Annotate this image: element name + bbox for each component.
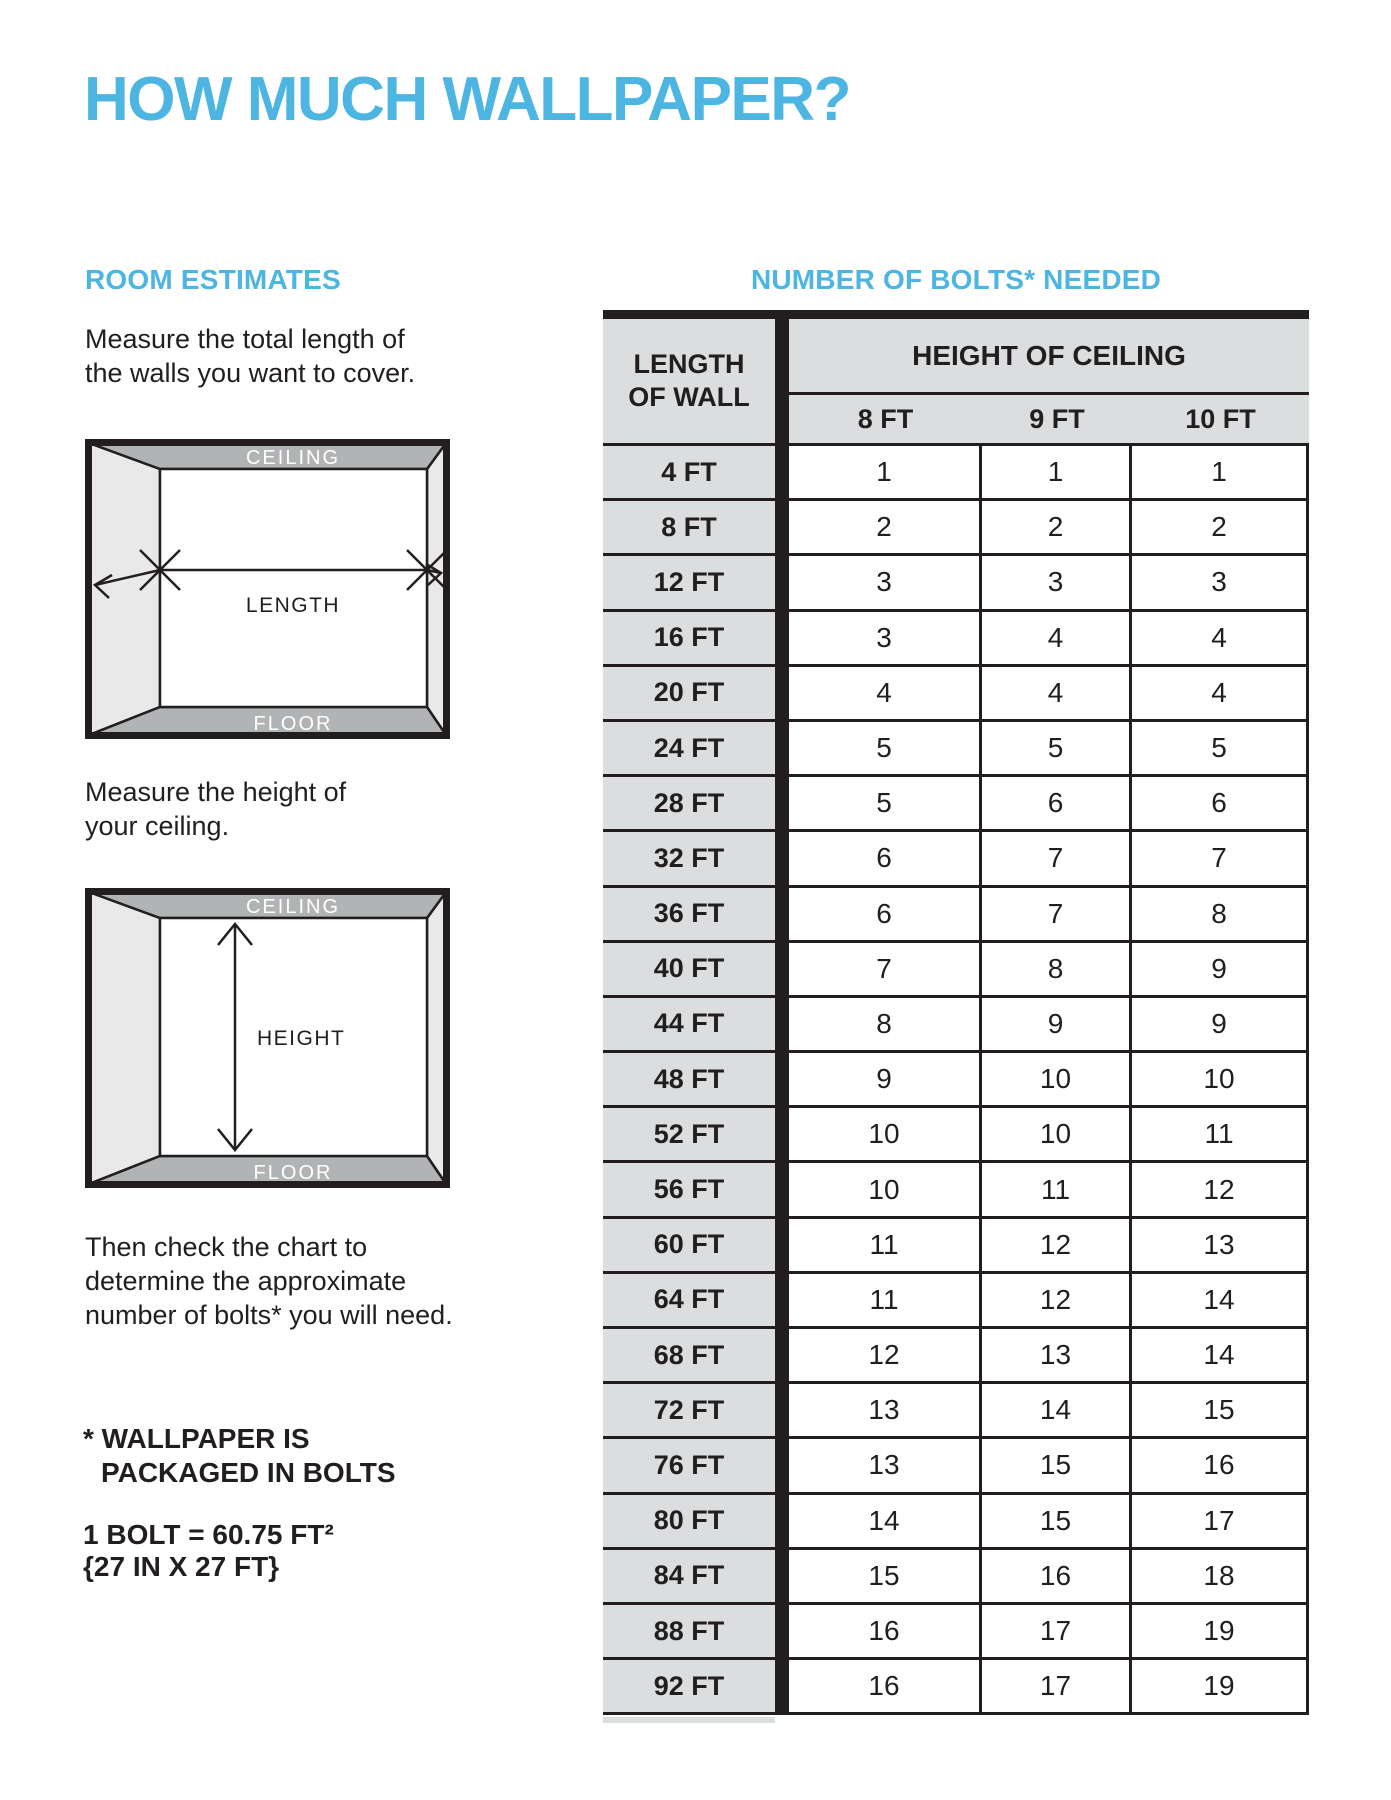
table-header [603,319,1309,446]
table-row [603,1329,1309,1384]
table-divider-bar [775,1108,789,1160]
footnote-line: * WALLPAPER IS [83,1423,310,1454]
row-label-cell: 76 FT [603,1439,775,1491]
left-wall [89,892,160,1184]
bolt-count-cell: 12 [789,1329,982,1381]
bolt-count-cell: 10 [1132,1053,1309,1105]
table-top-border [603,310,1309,319]
table-row [603,1439,1309,1494]
bolt-count-cell: 10 [982,1053,1132,1105]
instruction-line: determine the approximate [85,1266,407,1296]
table-divider-bar [775,832,789,884]
bolt-count-cell: 9 [1132,998,1309,1050]
table-row [603,1495,1309,1550]
bolt-size-spec [83,1519,334,1583]
table-row [603,1605,1309,1660]
bolt-count-cell: 4 [982,667,1132,719]
table-divider-bar [775,1384,789,1436]
row-label-cell: 40 FT [603,943,775,995]
table-divider-bar [775,501,789,553]
row-label-cell: 32 FT [603,832,775,884]
column-header-length-of-wall [603,319,775,443]
bolt-count-cell: 2 [789,501,982,553]
bolt-count-cell: 12 [982,1219,1132,1271]
column-header-10ft: 10 FT [1132,395,1309,443]
instruction-line: Measure the total length of [85,324,405,354]
table-row [603,1660,1309,1715]
table-row [603,832,1309,887]
table-row [603,667,1309,722]
bolt-count-cell: 6 [789,832,982,884]
row-label-cell: 80 FT [603,1495,775,1547]
column-header-8ft: 8 FT [789,395,982,443]
bolt-count-cell: 2 [1132,501,1309,553]
row-label-cell: 88 FT [603,1605,775,1657]
bolt-count-cell: 5 [789,777,982,829]
bolt-count-cell: 7 [982,888,1132,940]
instruction-line: number of bolts* you will need. [85,1300,453,1330]
table-divider-bar [775,612,789,664]
row-label-cell: 24 FT [603,722,775,774]
bolt-count-cell: 16 [982,1550,1132,1602]
table-divider-bar [775,1219,789,1271]
table-row [603,1274,1309,1329]
row-label-cell: 36 FT [603,888,775,940]
row-label-cell: 72 FT [603,1384,775,1436]
table-row [603,943,1309,998]
table-divider-bar [775,722,789,774]
bolt-count-cell: 17 [982,1660,1132,1712]
height-label: HEIGHT [257,1027,346,1050]
row-label-cell: 64 FT [603,1274,775,1326]
table-row [603,722,1309,777]
header-line: OF WALL [628,382,750,412]
bolt-count-cell: 13 [789,1384,982,1436]
bolt-count-cell: 15 [982,1495,1132,1547]
bolt-count-cell: 3 [982,556,1132,608]
row-label-cell: 4 FT [603,446,775,498]
row-label-cell: 28 FT [603,777,775,829]
bolt-count-cell: 8 [1132,888,1309,940]
table-row [603,501,1309,556]
table-row [603,1163,1309,1218]
bolt-count-cell: 9 [982,998,1132,1050]
table-divider-bar [775,1605,789,1657]
bolt-count-cell: 1 [982,446,1132,498]
bolt-count-cell: 15 [789,1550,982,1602]
room-length-diagram [85,439,450,739]
bolt-count-cell: 13 [1132,1219,1309,1271]
bolts-needed-table [603,310,1309,1723]
bolt-count-cell: 15 [982,1439,1132,1491]
bolt-count-cell: 16 [1132,1439,1309,1491]
table-divider-bar [775,1163,789,1215]
bolt-count-cell: 3 [1132,556,1309,608]
bolt-count-cell: 12 [982,1274,1132,1326]
bolt-count-cell: 4 [789,667,982,719]
bolt-count-cell: 4 [1132,667,1309,719]
instruction-line: the walls you want to cover. [85,358,416,388]
table-row [603,888,1309,943]
bolt-count-cell: 8 [789,998,982,1050]
table-divider-bar [775,1329,789,1381]
row-label-cell: 8 FT [603,501,775,553]
bolt-count-cell: 13 [789,1439,982,1491]
table-divider-bar [775,1495,789,1547]
row-label-cell: 44 FT [603,998,775,1050]
bolt-count-cell: 4 [982,612,1132,664]
column-header-9ft: 9 FT [982,395,1132,443]
bolt-count-cell: 14 [1132,1274,1309,1326]
row-label-cell: 92 FT [603,1660,775,1712]
section-heading-room-estimates: ROOM ESTIMATES [85,264,341,295]
bolt-count-cell: 5 [1132,722,1309,774]
table-divider-bar [775,319,789,443]
table-row [603,777,1309,832]
bolt-count-cell: 6 [789,888,982,940]
row-label-cell: 84 FT [603,1550,775,1602]
bolt-count-cell: 19 [1132,1660,1309,1712]
bolt-count-cell: 6 [982,777,1132,829]
instruction-line: Measure the height of [85,777,347,807]
instruction-check-chart [85,1230,453,1332]
bolt-count-cell: 7 [1132,832,1309,884]
bolt-count-cell: 7 [982,832,1132,884]
bolt-count-cell: 3 [789,556,982,608]
bolt-spec-line: {27 IN X 27 FT} [83,1551,280,1582]
bolt-count-cell: 12 [1132,1163,1309,1215]
row-label-cell: 56 FT [603,1163,775,1215]
table-row [603,1053,1309,1108]
bolt-count-cell: 6 [1132,777,1309,829]
row-label-cell: 16 FT [603,612,775,664]
bolt-count-cell: 17 [982,1605,1132,1657]
bolt-count-cell: 18 [1132,1550,1309,1602]
table-divider-bar [775,998,789,1050]
table-row [603,998,1309,1053]
table-row [603,1108,1309,1163]
bolt-count-cell: 7 [789,943,982,995]
bolt-count-cell: 17 [1132,1495,1309,1547]
row-label-cell: 68 FT [603,1329,775,1381]
bolt-count-cell: 3 [789,612,982,664]
bolt-count-cell: 10 [982,1108,1132,1160]
row-label-cell: 48 FT [603,1053,775,1105]
bolt-count-cell: 5 [789,722,982,774]
bolt-count-cell: 10 [789,1163,982,1215]
bolt-count-cell: 14 [982,1384,1132,1436]
bolt-count-cell: 11 [789,1219,982,1271]
table-divider-bar [775,1274,789,1326]
table-bottom-sliver [603,1717,775,1723]
instruction-measure-height [85,775,346,843]
bolt-count-cell: 4 [1132,612,1309,664]
bolt-count-cell: 9 [789,1053,982,1105]
bolt-count-cell: 11 [1132,1108,1309,1160]
table-divider-bar [775,1550,789,1602]
row-label-cell: 20 FT [603,667,775,719]
length-label: LENGTH [245,594,341,617]
bolt-count-cell: 15 [1132,1384,1309,1436]
table-row [603,612,1309,667]
table-divider-bar [775,1660,789,1712]
bolt-count-cell: 1 [789,446,982,498]
bolt-count-cell: 13 [982,1329,1132,1381]
instruction-line: Then check the chart to [85,1232,368,1262]
table-heading: NUMBER OF BOLTS* NEEDED [750,264,1162,295]
header-line: LENGTH [633,349,745,379]
table-row [603,1384,1309,1439]
bolt-count-cell: 1 [1132,446,1309,498]
bolt-count-cell: 19 [1132,1605,1309,1657]
bolt-count-cell: 10 [789,1108,982,1160]
floor-label: FLOOR [253,1162,333,1184]
bolt-count-cell: 11 [982,1163,1132,1215]
table-divider-bar [775,1439,789,1491]
bolt-count-cell: 14 [1132,1329,1309,1381]
bolt-count-cell: 16 [789,1605,982,1657]
bolt-count-cell: 8 [982,943,1132,995]
bolt-count-cell: 16 [789,1660,982,1712]
bolt-count-cell: 14 [789,1495,982,1547]
bolt-count-cell: 11 [789,1274,982,1326]
table-body [603,446,1309,1715]
wallpaper-bolts-footnote [83,1422,396,1490]
table-divider-bar [775,777,789,829]
back-wall [160,469,427,707]
table-row [603,446,1309,501]
bolt-count-cell: 5 [982,722,1132,774]
table-divider-bar [775,556,789,608]
table-divider-bar [775,446,789,498]
room-height-diagram [85,888,450,1188]
footnote-line: PACKAGED IN BOLTS [101,1457,396,1488]
instruction-line: your ceiling. [85,811,230,841]
table-row [603,1219,1309,1274]
table-divider-bar [775,667,789,719]
ceiling-label: CEILING [245,447,341,469]
group-header-height-of-ceiling: HEIGHT OF CEILING [789,319,1309,395]
table-divider-bar [775,943,789,995]
row-label-cell: 12 FT [603,556,775,608]
floor-label: FLOOR [253,713,333,735]
bolt-count-cell: 9 [1132,943,1309,995]
table-row [603,1550,1309,1605]
table-divider-bar [775,1053,789,1105]
ceiling-label: CEILING [245,896,341,918]
row-label-cell: 52 FT [603,1108,775,1160]
page-title: HOW MUCH WALLPAPER? [84,65,850,134]
bolt-spec-line: 1 BOLT = 60.75 FT² [83,1519,334,1550]
instruction-measure-length [85,322,415,390]
table-row [603,556,1309,611]
bolt-count-cell: 2 [982,501,1132,553]
table-divider-bar [775,888,789,940]
row-label-cell: 60 FT [603,1219,775,1271]
